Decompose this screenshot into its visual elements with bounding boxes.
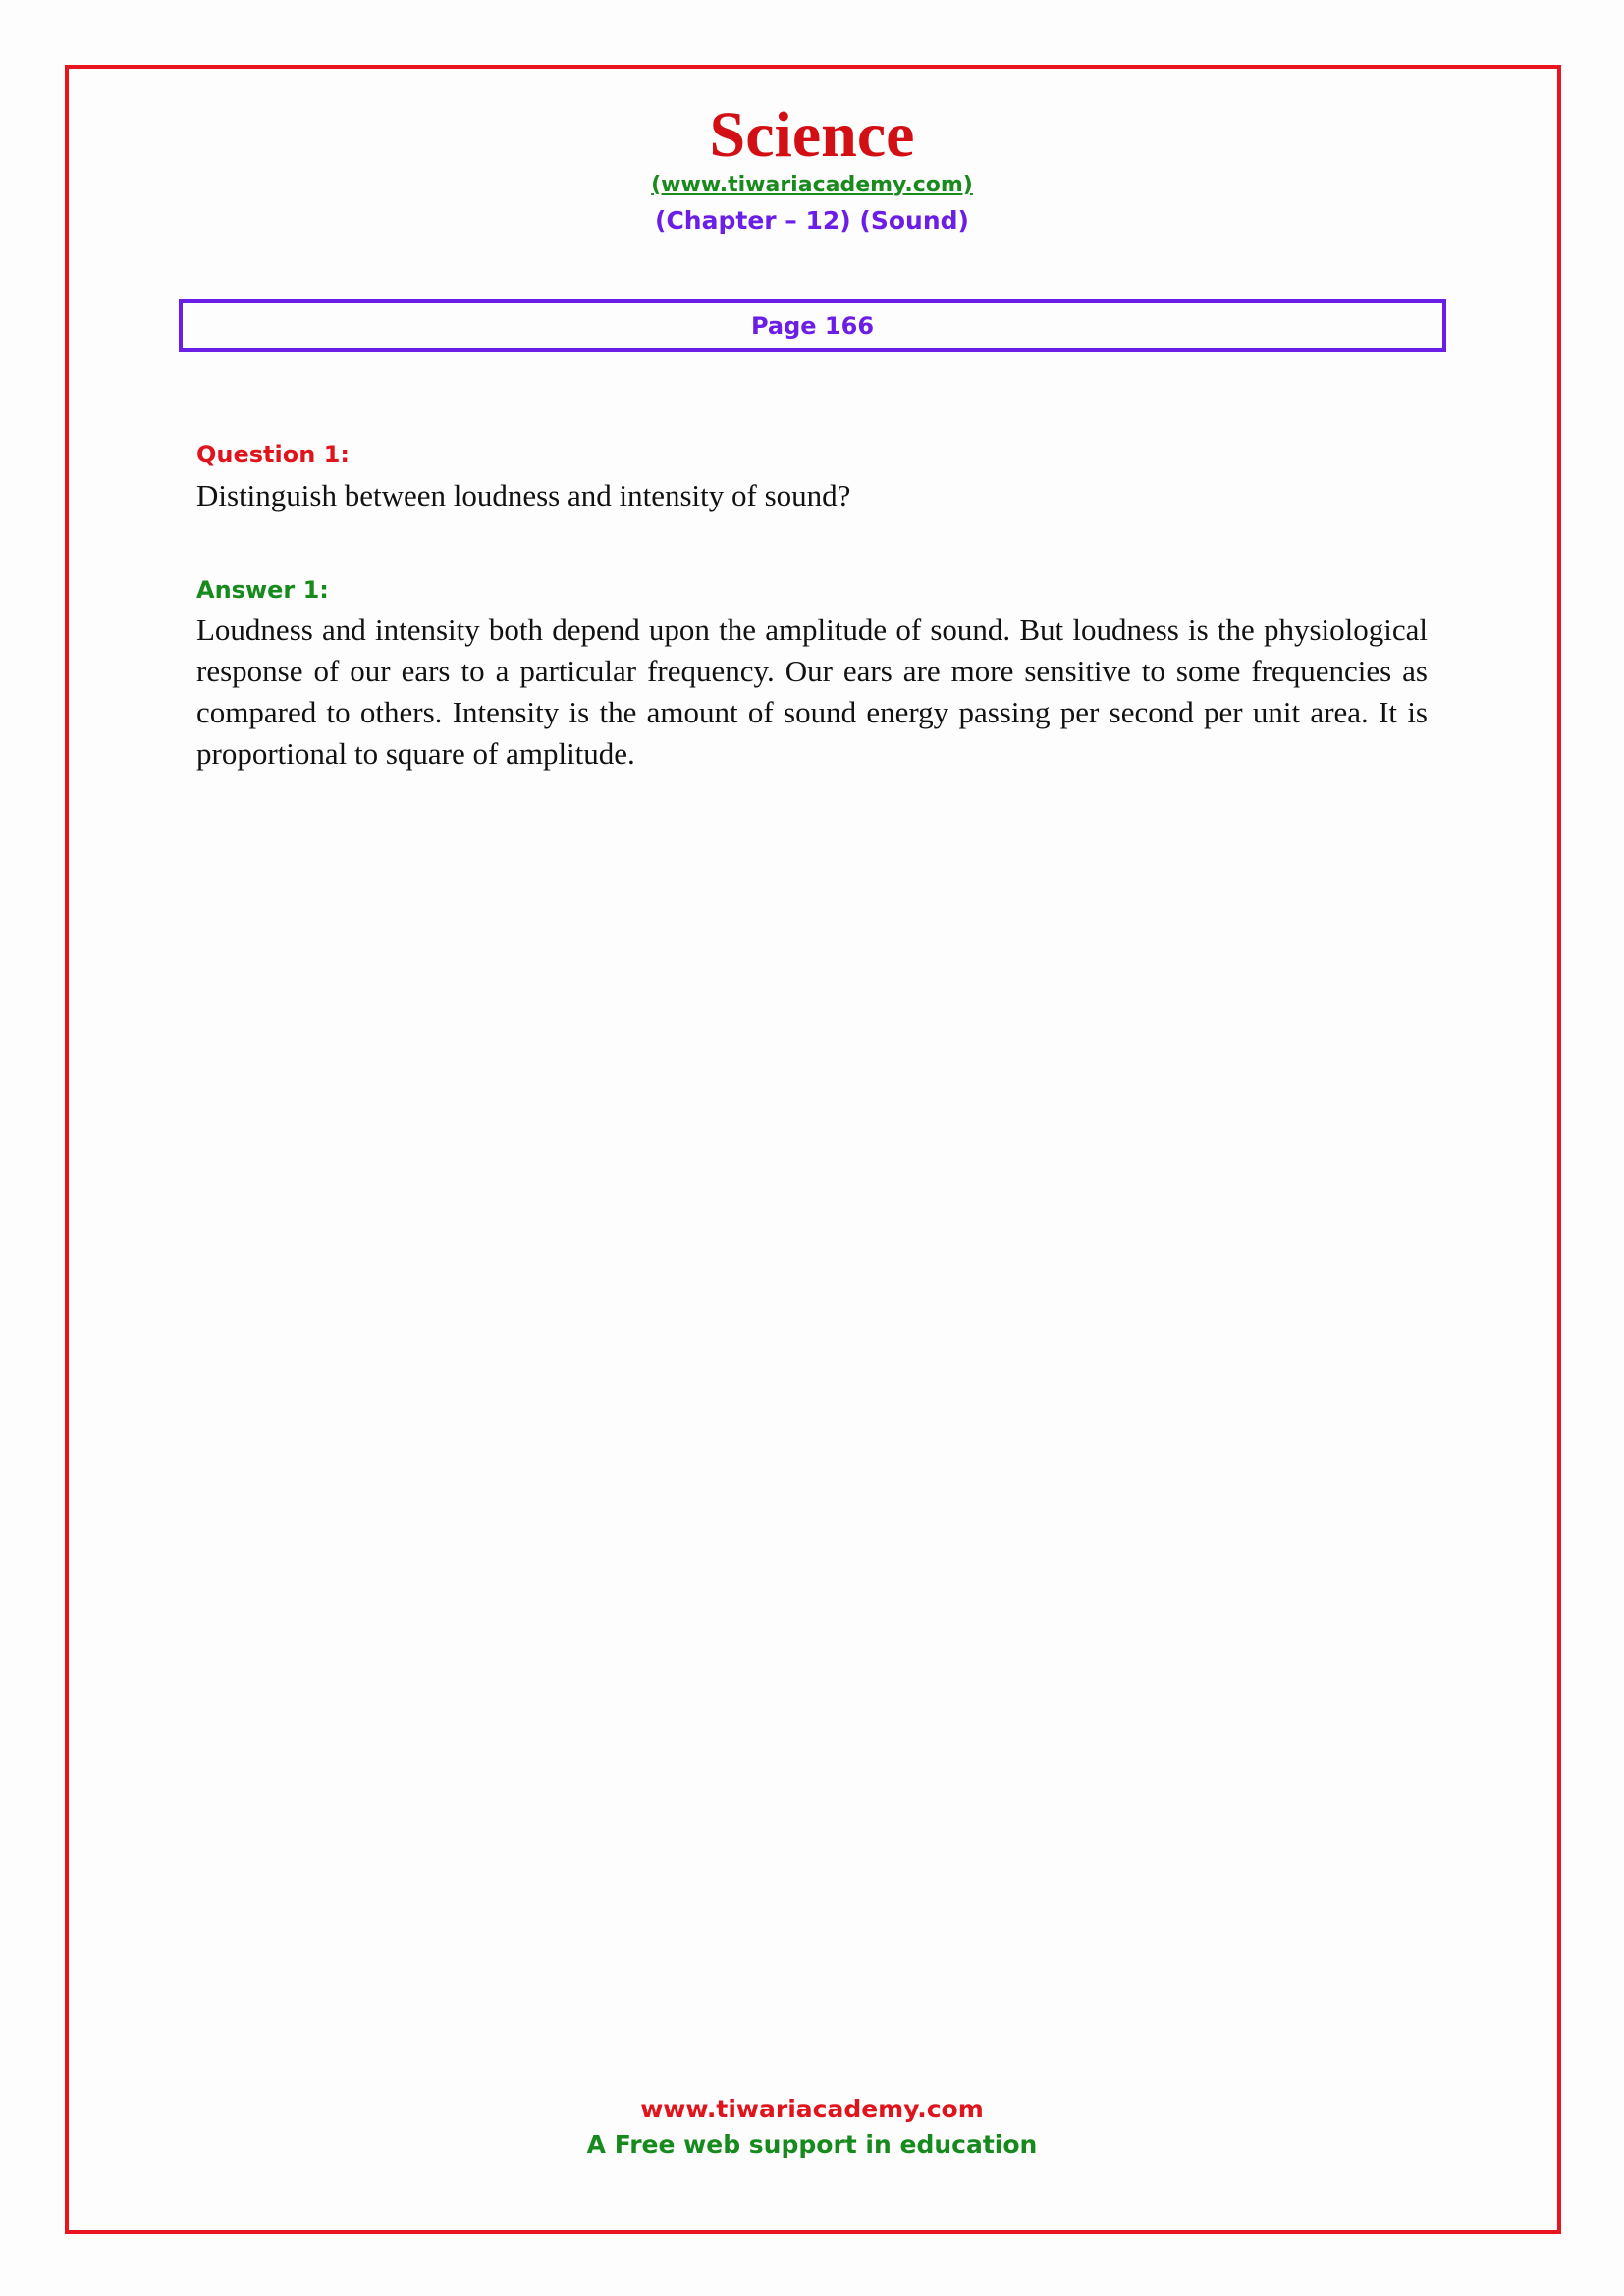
footer-website-link[interactable]: www.tiwariacademy.com (640, 2095, 984, 2123)
answer-label: Answer 1: (196, 576, 329, 604)
answer-text: Loudness and intensity both depend upon the amplitude of sound. But loudness is the physiological response of our ears to a particular frequency. Our ears are more sensitive to some frequencies as compared to others. Intensity is the amount of sound energy passing per second per unit area. It is proportional to square of amplitude. (196, 613, 1428, 771)
question-text: Distinguish between loudness and intensity of sound? (196, 478, 851, 512)
page-title: Science (709, 99, 915, 171)
question-label: Question 1: (196, 441, 350, 468)
chapter-heading: (Chapter – 12) (Sound) (655, 206, 969, 235)
header-website-link[interactable] (0, 171, 1624, 200)
footer-tagline: A Free web support in education (586, 2130, 1038, 2159)
header-website-text[interactable]: (www.tiwariacademy.com) (651, 173, 973, 197)
page-number-label: Page 166 (750, 312, 875, 340)
page-number-box (179, 299, 1446, 352)
page-border (65, 65, 1561, 2234)
